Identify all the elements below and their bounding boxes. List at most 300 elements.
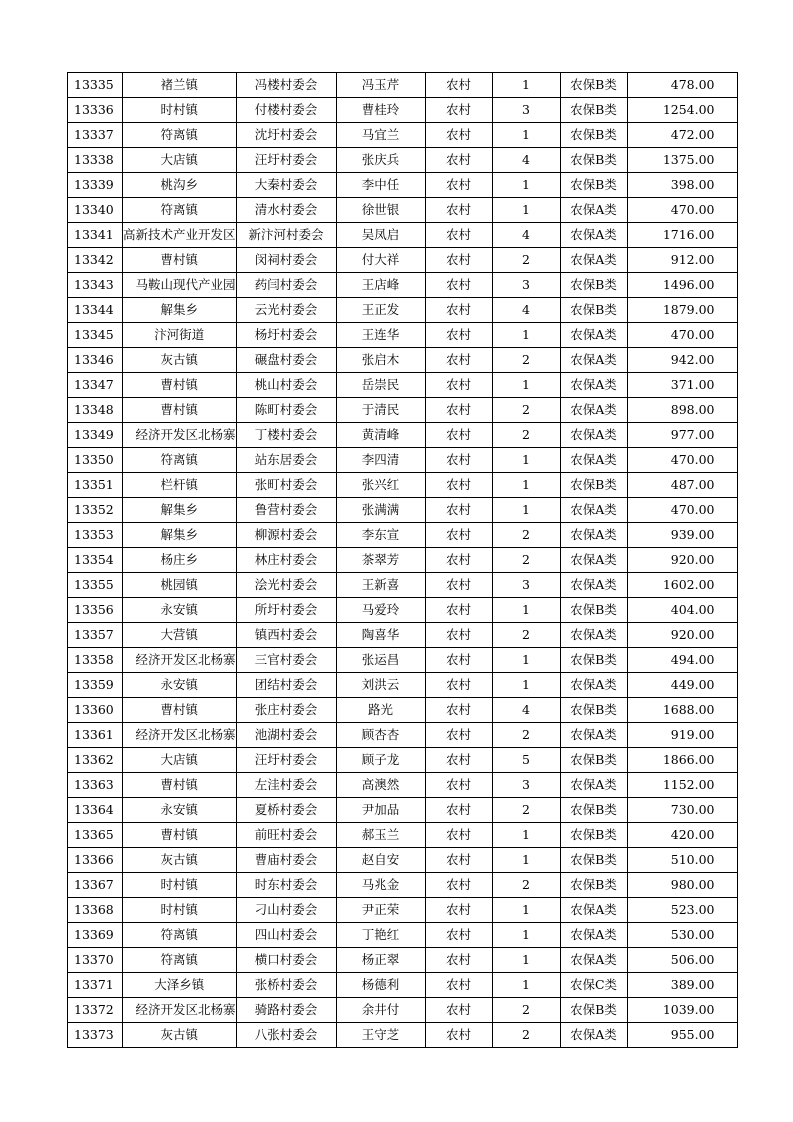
village-committee-cell: 碾盘村委会 <box>236 348 336 373</box>
insurance-category-cell: 农保A类 <box>560 1023 627 1048</box>
insurance-category-cell: 农保A类 <box>560 898 627 923</box>
residence-type-cell: 农村 <box>425 648 492 673</box>
amount-cell: 506.00 <box>627 948 737 973</box>
village-committee-cell: 张桥村委会 <box>236 973 336 998</box>
village-committee-cell: 林庄村委会 <box>236 548 336 573</box>
residence-type-cell: 农村 <box>425 723 492 748</box>
village-committee-cell: 左洼村委会 <box>236 773 336 798</box>
household-count-cell: 3 <box>492 573 560 598</box>
insurance-category-cell: 农保B类 <box>560 873 627 898</box>
amount-cell: 942.00 <box>627 348 737 373</box>
table-row <box>68 673 738 698</box>
village-committee-cell: 横口村委会 <box>236 948 336 973</box>
residence-type-cell: 农村 <box>425 348 492 373</box>
person-name-cell: 丁艳红 <box>336 923 425 948</box>
table-row <box>68 823 738 848</box>
residence-type-cell: 农村 <box>425 698 492 723</box>
table-row <box>68 298 738 323</box>
town-cell: 马鞍山现代产业园 <box>123 273 237 298</box>
town-cell: 桃园镇 <box>123 573 237 598</box>
table-row <box>68 123 738 148</box>
household-count-cell: 1 <box>492 448 560 473</box>
village-committee-cell: 四山村委会 <box>236 923 336 948</box>
residence-type-cell: 农村 <box>425 798 492 823</box>
village-committee-cell: 浍光村委会 <box>236 573 336 598</box>
amount-cell: 523.00 <box>627 898 737 923</box>
amount-cell: 494.00 <box>627 648 737 673</box>
village-committee-cell: 三官村委会 <box>236 648 336 673</box>
table-row <box>68 473 738 498</box>
person-name-cell: 路光 <box>336 698 425 723</box>
village-committee-cell: 药闫村委会 <box>236 273 336 298</box>
insurance-category-cell: 农保C类 <box>560 973 627 998</box>
record-id-cell: 13349 <box>68 423 123 448</box>
village-committee-cell: 陈町村委会 <box>236 398 336 423</box>
amount-cell: 398.00 <box>627 173 737 198</box>
village-committee-cell: 池湖村委会 <box>236 723 336 748</box>
village-committee-cell: 云光村委会 <box>236 298 336 323</box>
amount-cell: 898.00 <box>627 398 737 423</box>
amount-cell: 1039.00 <box>627 998 737 1023</box>
residence-type-cell: 农村 <box>425 373 492 398</box>
residence-type-cell: 农村 <box>425 673 492 698</box>
record-id-cell: 13351 <box>68 473 123 498</box>
residence-type-cell: 农村 <box>425 948 492 973</box>
village-committee-cell: 刁山村委会 <box>236 898 336 923</box>
town-cell: 曹村镇 <box>123 698 237 723</box>
household-count-cell: 2 <box>492 248 560 273</box>
household-count-cell: 1 <box>492 923 560 948</box>
table-row <box>68 873 738 898</box>
household-count-cell: 3 <box>492 273 560 298</box>
insurance-category-cell: 农保A类 <box>560 723 627 748</box>
person-name-cell: 王连华 <box>336 323 425 348</box>
amount-cell: 980.00 <box>627 873 737 898</box>
insurance-category-cell: 农保B类 <box>560 473 627 498</box>
town-cell: 大营镇 <box>123 623 237 648</box>
insurance-category-cell: 农保B类 <box>560 123 627 148</box>
table-row <box>68 498 738 523</box>
town-cell: 灰古镇 <box>123 848 237 873</box>
household-count-cell: 4 <box>492 223 560 248</box>
household-count-cell: 1 <box>492 198 560 223</box>
household-count-cell: 4 <box>492 148 560 173</box>
table-row <box>68 598 738 623</box>
person-name-cell: 尹加品 <box>336 798 425 823</box>
person-name-cell: 冯玉芹 <box>336 73 425 98</box>
table-row <box>68 923 738 948</box>
town-cell: 经济开发区北杨寨 <box>123 723 237 748</box>
person-name-cell: 茶翠芳 <box>336 548 425 573</box>
insurance-category-cell: 农保A类 <box>560 448 627 473</box>
town-cell: 符离镇 <box>123 198 237 223</box>
household-count-cell: 1 <box>492 598 560 623</box>
table-row <box>68 648 738 673</box>
person-name-cell: 杨德利 <box>336 973 425 998</box>
town-cell: 永安镇 <box>123 673 237 698</box>
person-name-cell: 吴凤启 <box>336 223 425 248</box>
table-row <box>68 398 738 423</box>
person-name-cell: 马兆金 <box>336 873 425 898</box>
village-committee-cell: 站东居委会 <box>236 448 336 473</box>
household-count-cell: 4 <box>492 698 560 723</box>
residence-type-cell: 农村 <box>425 898 492 923</box>
record-id-cell: 13337 <box>68 123 123 148</box>
amount-cell: 955.00 <box>627 1023 737 1048</box>
record-id-cell: 13335 <box>68 73 123 98</box>
town-cell: 符离镇 <box>123 948 237 973</box>
table-row <box>68 148 738 173</box>
town-cell: 时村镇 <box>123 873 237 898</box>
village-committee-cell: 桃山村委会 <box>236 373 336 398</box>
person-name-cell: 付大祥 <box>336 248 425 273</box>
record-id-cell: 13359 <box>68 673 123 698</box>
residence-type-cell: 农村 <box>425 823 492 848</box>
household-count-cell: 4 <box>492 298 560 323</box>
household-count-cell: 3 <box>492 773 560 798</box>
village-committee-cell: 丁楼村委会 <box>236 423 336 448</box>
record-id-cell: 13346 <box>68 348 123 373</box>
household-count-cell: 1 <box>492 948 560 973</box>
household-count-cell: 2 <box>492 398 560 423</box>
town-cell: 大店镇 <box>123 148 237 173</box>
town-cell: 灰古镇 <box>123 1023 237 1048</box>
amount-cell: 1716.00 <box>627 223 737 248</box>
residence-type-cell: 农村 <box>425 173 492 198</box>
insurance-category-cell: 农保A类 <box>560 623 627 648</box>
table-row <box>68 273 738 298</box>
insurance-category-cell: 农保A类 <box>560 548 627 573</box>
town-cell: 曹村镇 <box>123 248 237 273</box>
town-cell: 经济开发区北杨寨 <box>123 998 237 1023</box>
town-cell: 灰古镇 <box>123 348 237 373</box>
amount-cell: 470.00 <box>627 498 737 523</box>
household-count-cell: 1 <box>492 898 560 923</box>
town-cell: 符离镇 <box>123 923 237 948</box>
village-committee-cell: 曹庙村委会 <box>236 848 336 873</box>
amount-cell: 530.00 <box>627 923 737 948</box>
household-count-cell: 2 <box>492 1023 560 1048</box>
insurance-category-cell: 农保B类 <box>560 98 627 123</box>
insurance-category-cell: 农保A类 <box>560 373 627 398</box>
insurance-category-cell: 农保B类 <box>560 823 627 848</box>
table-row <box>68 223 738 248</box>
record-id-cell: 13367 <box>68 873 123 898</box>
table-row <box>68 198 738 223</box>
person-name-cell: 赵自安 <box>336 848 425 873</box>
record-id-cell: 13348 <box>68 398 123 423</box>
village-committee-cell: 大秦村委会 <box>236 173 336 198</box>
village-committee-cell: 柳源村委会 <box>236 523 336 548</box>
insurance-category-cell: 农保A类 <box>560 923 627 948</box>
insurance-category-cell: 农保B类 <box>560 173 627 198</box>
town-cell: 永安镇 <box>123 798 237 823</box>
table-row <box>68 373 738 398</box>
town-cell: 大泽乡镇 <box>123 973 237 998</box>
village-committee-cell: 骑路村委会 <box>236 998 336 1023</box>
table-row <box>68 998 738 1023</box>
town-cell: 解集乡 <box>123 298 237 323</box>
person-name-cell: 张庆兵 <box>336 148 425 173</box>
record-id-cell: 13366 <box>68 848 123 873</box>
table-row <box>68 723 738 748</box>
town-cell: 时村镇 <box>123 898 237 923</box>
person-name-cell: 李中任 <box>336 173 425 198</box>
amount-cell: 371.00 <box>627 373 737 398</box>
amount-cell: 920.00 <box>627 623 737 648</box>
household-count-cell: 1 <box>492 848 560 873</box>
town-cell: 褚兰镇 <box>123 73 237 98</box>
household-count-cell: 1 <box>492 673 560 698</box>
insurance-category-cell: 农保B类 <box>560 748 627 773</box>
record-id-cell: 13358 <box>68 648 123 673</box>
household-count-cell: 2 <box>492 348 560 373</box>
table-row <box>68 748 738 773</box>
person-name-cell: 张满满 <box>336 498 425 523</box>
village-committee-cell: 前旺村委会 <box>236 823 336 848</box>
amount-cell: 1866.00 <box>627 748 737 773</box>
person-name-cell: 郝玉兰 <box>336 823 425 848</box>
person-name-cell: 张启木 <box>336 348 425 373</box>
table-row <box>68 773 738 798</box>
town-cell: 经济开发区北杨寨 <box>123 648 237 673</box>
person-name-cell: 王新喜 <box>336 573 425 598</box>
town-cell: 符离镇 <box>123 123 237 148</box>
table-row <box>68 948 738 973</box>
insurance-category-cell: 农保B类 <box>560 598 627 623</box>
residence-type-cell: 农村 <box>425 923 492 948</box>
village-committee-cell: 团结村委会 <box>236 673 336 698</box>
household-count-cell: 1 <box>492 173 560 198</box>
insurance-category-cell: 农保B类 <box>560 73 627 98</box>
residence-type-cell: 农村 <box>425 123 492 148</box>
insurance-category-cell: 农保A类 <box>560 573 627 598</box>
household-count-cell: 1 <box>492 973 560 998</box>
table-row <box>68 573 738 598</box>
village-committee-cell: 汪圩村委会 <box>236 148 336 173</box>
residence-type-cell: 农村 <box>425 748 492 773</box>
amount-cell: 510.00 <box>627 848 737 873</box>
record-id-cell: 13341 <box>68 223 123 248</box>
town-cell: 大店镇 <box>123 748 237 773</box>
amount-cell: 730.00 <box>627 798 737 823</box>
record-id-cell: 13368 <box>68 898 123 923</box>
village-committee-cell: 沈圩村委会 <box>236 123 336 148</box>
amount-cell: 389.00 <box>627 973 737 998</box>
person-name-cell: 余井付 <box>336 998 425 1023</box>
record-id-cell: 13352 <box>68 498 123 523</box>
amount-cell: 939.00 <box>627 523 737 548</box>
amount-cell: 449.00 <box>627 673 737 698</box>
amount-cell: 912.00 <box>627 248 737 273</box>
record-id-cell: 13342 <box>68 248 123 273</box>
household-count-cell: 1 <box>492 323 560 348</box>
table-row <box>68 623 738 648</box>
residence-type-cell: 农村 <box>425 573 492 598</box>
insurance-category-cell: 农保A类 <box>560 348 627 373</box>
residence-type-cell: 农村 <box>425 423 492 448</box>
village-committee-cell: 镇西村委会 <box>236 623 336 648</box>
village-committee-cell: 鲁营村委会 <box>236 498 336 523</box>
table-row <box>68 1023 738 1048</box>
table-row <box>68 323 738 348</box>
insurance-category-cell: 农保B类 <box>560 273 627 298</box>
amount-cell: 920.00 <box>627 548 737 573</box>
record-id-cell: 13357 <box>68 623 123 648</box>
amount-cell: 470.00 <box>627 323 737 348</box>
amount-cell: 470.00 <box>627 448 737 473</box>
residence-type-cell: 农村 <box>425 523 492 548</box>
insurance-category-cell: 农保B类 <box>560 698 627 723</box>
record-id-cell: 13362 <box>68 748 123 773</box>
amount-cell: 1254.00 <box>627 98 737 123</box>
person-name-cell: 王正发 <box>336 298 425 323</box>
town-cell: 解集乡 <box>123 498 237 523</box>
record-id-cell: 13369 <box>68 923 123 948</box>
person-name-cell: 尹正荣 <box>336 898 425 923</box>
household-count-cell: 2 <box>492 523 560 548</box>
insurance-category-cell: 农保B类 <box>560 298 627 323</box>
village-committee-cell: 张庄村委会 <box>236 698 336 723</box>
record-id-cell: 13350 <box>68 448 123 473</box>
village-committee-cell: 时东村委会 <box>236 873 336 898</box>
town-cell: 解集乡 <box>123 523 237 548</box>
insurance-category-cell: 农保A类 <box>560 673 627 698</box>
record-id-cell: 13343 <box>68 273 123 298</box>
amount-cell: 478.00 <box>627 73 737 98</box>
residence-type-cell: 农村 <box>425 998 492 1023</box>
residence-type-cell: 农村 <box>425 248 492 273</box>
town-cell: 杨庄乡 <box>123 548 237 573</box>
insurance-category-cell: 农保B类 <box>560 148 627 173</box>
residence-type-cell: 农村 <box>425 148 492 173</box>
table-row <box>68 798 738 823</box>
person-name-cell: 张运昌 <box>336 648 425 673</box>
village-committee-cell: 冯楼村委会 <box>236 73 336 98</box>
residence-type-cell: 农村 <box>425 273 492 298</box>
record-id-cell: 13338 <box>68 148 123 173</box>
insurance-category-cell: 农保A类 <box>560 198 627 223</box>
person-name-cell: 杨正翠 <box>336 948 425 973</box>
village-committee-cell: 张町村委会 <box>236 473 336 498</box>
person-name-cell: 高澳然 <box>336 773 425 798</box>
residence-type-cell: 农村 <box>425 198 492 223</box>
town-cell: 栏杆镇 <box>123 473 237 498</box>
town-cell: 经济开发区北杨寨 <box>123 423 237 448</box>
record-id-cell: 13371 <box>68 973 123 998</box>
amount-cell: 487.00 <box>627 473 737 498</box>
person-name-cell: 顾杏杏 <box>336 723 425 748</box>
residence-type-cell: 农村 <box>425 323 492 348</box>
town-cell: 汴河街道 <box>123 323 237 348</box>
household-count-cell: 2 <box>492 548 560 573</box>
person-name-cell: 黄清峰 <box>336 423 425 448</box>
record-id-cell: 13373 <box>68 1023 123 1048</box>
town-cell: 曹村镇 <box>123 823 237 848</box>
record-id-cell: 13364 <box>68 798 123 823</box>
residence-type-cell: 农村 <box>425 548 492 573</box>
record-id-cell: 13370 <box>68 948 123 973</box>
person-name-cell: 曹桂玲 <box>336 98 425 123</box>
residence-type-cell: 农村 <box>425 973 492 998</box>
record-id-cell: 13336 <box>68 98 123 123</box>
residence-type-cell: 农村 <box>425 598 492 623</box>
person-name-cell: 马宜兰 <box>336 123 425 148</box>
table-row <box>68 348 738 373</box>
person-name-cell: 马爱玲 <box>336 598 425 623</box>
household-count-cell: 2 <box>492 998 560 1023</box>
record-id-cell: 13339 <box>68 173 123 198</box>
household-count-cell: 1 <box>492 648 560 673</box>
village-committee-cell: 八张村委会 <box>236 1023 336 1048</box>
residence-type-cell: 农村 <box>425 773 492 798</box>
village-committee-cell: 汪圩村委会 <box>236 748 336 773</box>
table-row <box>68 73 738 98</box>
insurance-category-cell: 农保A类 <box>560 498 627 523</box>
household-count-cell: 2 <box>492 873 560 898</box>
insurance-category-cell: 农保A类 <box>560 423 627 448</box>
town-cell: 高新技术产业开发区 <box>123 223 237 248</box>
record-id-cell: 13363 <box>68 773 123 798</box>
amount-cell: 1152.00 <box>627 773 737 798</box>
village-committee-cell: 付楼村委会 <box>236 98 336 123</box>
person-name-cell: 刘洪云 <box>336 673 425 698</box>
person-name-cell: 徐世银 <box>336 198 425 223</box>
record-id-cell: 13365 <box>68 823 123 848</box>
record-id-cell: 13355 <box>68 573 123 598</box>
residence-type-cell: 农村 <box>425 398 492 423</box>
residence-type-cell: 农村 <box>425 98 492 123</box>
table-row <box>68 248 738 273</box>
person-name-cell: 岳崇民 <box>336 373 425 398</box>
amount-cell: 1879.00 <box>627 298 737 323</box>
household-count-cell: 1 <box>492 498 560 523</box>
village-committee-cell: 新汴河村委会 <box>236 223 336 248</box>
table-row <box>68 523 738 548</box>
residence-type-cell: 农村 <box>425 73 492 98</box>
household-count-cell: 1 <box>492 473 560 498</box>
amount-cell: 472.00 <box>627 123 737 148</box>
village-committee-cell: 所圩村委会 <box>236 598 336 623</box>
insurance-category-cell: 农保A类 <box>560 398 627 423</box>
insurance-category-cell: 农保B类 <box>560 648 627 673</box>
amount-cell: 1688.00 <box>627 698 737 723</box>
residence-type-cell: 农村 <box>425 873 492 898</box>
table-row <box>68 448 738 473</box>
residence-type-cell: 农村 <box>425 623 492 648</box>
insurance-category-cell: 农保A类 <box>560 323 627 348</box>
amount-cell: 919.00 <box>627 723 737 748</box>
insurance-category-cell: 农保A类 <box>560 523 627 548</box>
person-name-cell: 陶喜华 <box>336 623 425 648</box>
household-count-cell: 1 <box>492 823 560 848</box>
household-count-cell: 1 <box>492 123 560 148</box>
household-count-cell: 2 <box>492 623 560 648</box>
insurance-category-cell: 农保B类 <box>560 848 627 873</box>
person-name-cell: 顾子龙 <box>336 748 425 773</box>
table-row <box>68 548 738 573</box>
insurance-category-cell: 农保A类 <box>560 948 627 973</box>
household-count-cell: 1 <box>492 373 560 398</box>
amount-cell: 1496.00 <box>627 273 737 298</box>
records-table <box>67 72 738 1048</box>
residence-type-cell: 农村 <box>425 848 492 873</box>
town-cell: 时村镇 <box>123 98 237 123</box>
village-committee-cell: 清水村委会 <box>236 198 336 223</box>
residence-type-cell: 农村 <box>425 473 492 498</box>
record-id-cell: 13361 <box>68 723 123 748</box>
residence-type-cell: 农村 <box>425 498 492 523</box>
